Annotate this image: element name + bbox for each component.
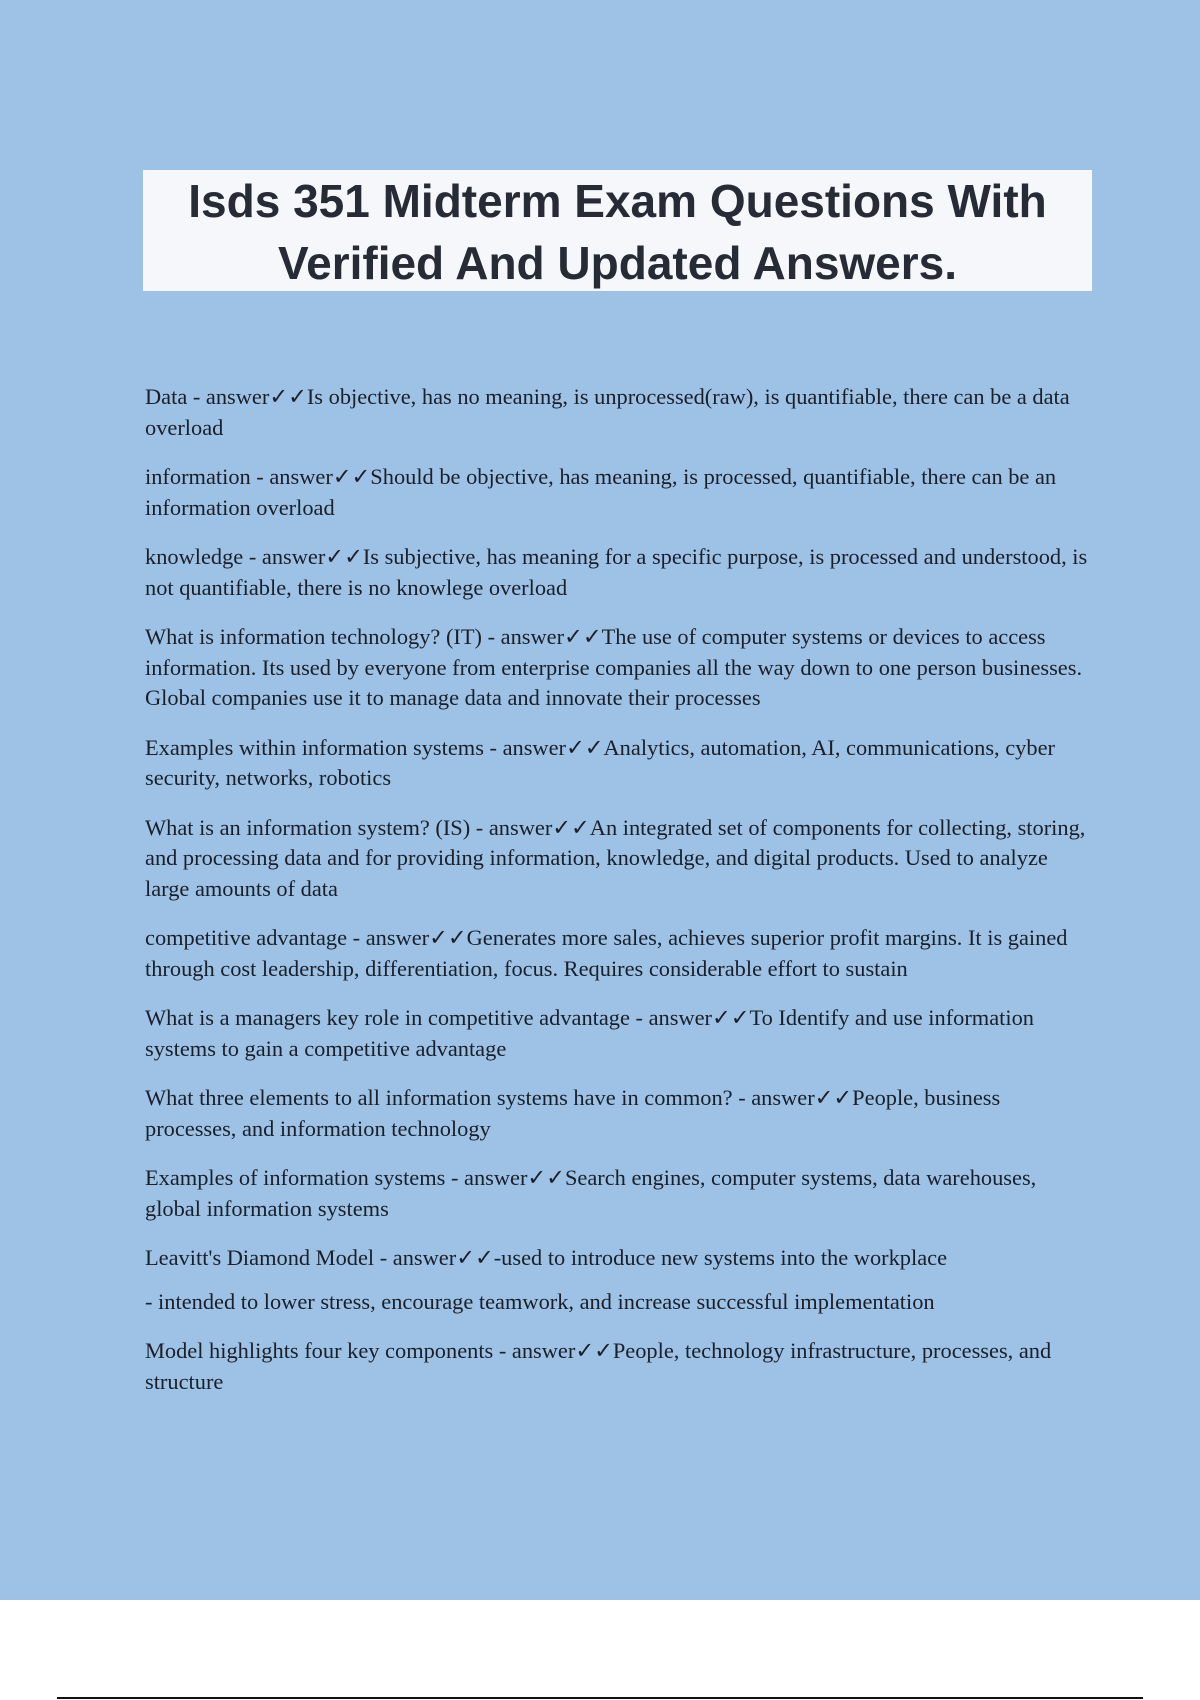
document-title-line-2: Verified And Updated Answers.: [277, 236, 958, 289]
footer-divider: [57, 1697, 1143, 1699]
qa-item-information-system: What is an information system? (IS) - answer✓✓An integrated set of components for collecting, storing, and processing data and for providing information, knowledge, and digital products. Used to analyze large amounts of data: [145, 814, 1086, 901]
qa-item-managers-key-role: What is a managers key role in competitive advantage - answer✓✓To Identify and use information systems to gain a competitive advantage: [145, 1005, 1034, 1061]
document-title-line-1: Isds 351 Midterm Exam Questions With: [188, 174, 1047, 227]
qa-item-examples-of-information-systems: Examples of information systems - answer✓✓Search engines, computer systems, data warehouses, global information systems: [145, 1165, 1037, 1221]
qa-item-competitive-advantage: competitive advantage - answer✓✓Generates more sales, achieves superior profit margins. It is gained through cost leadership, differentiation, focus. Requires considerable effort to sustain: [145, 925, 1068, 981]
qa-item-data: Data - answer✓✓Is objective, has no meaning, is unprocessed(raw), is quantifiable, there can be a data overload: [145, 384, 1070, 440]
qa-item-information-technology: What is information technology? (IT) - answer✓✓The use of computer systems or devices to access information. Its used by everyone from enterprise companies all the way down to one person businesses. Global companies use it to manage data and innovate their processes: [145, 624, 1083, 710]
title-box: [143, 170, 1092, 291]
qa-item-leavitts-continuation: - intended to lower stress, encourage teamwork, and increase successful implementation: [145, 1288, 935, 1314]
qa-item-leavitts-diamond-model: Leavitt's Diamond Model - answer✓✓-used to introduce new systems into the workplace: [145, 1245, 948, 1270]
qa-item-examples-within-information-systems: Examples within information systems - answer✓✓Analytics, automation, AI, communications, cyber security, networks, robotics: [145, 734, 1055, 790]
qa-item-three-elements: What three elements to all information systems have in common? - answer✓✓People, business processes, and information technology: [145, 1085, 1001, 1141]
qa-item-four-key-components: Model highlights four key components - answer✓✓People, technology infrastructure, processes, and structure: [145, 1338, 1052, 1394]
qa-item-knowledge: knowledge - answer✓✓Is subjective, has meaning for a specific purpose, is processed and understood, is not quantifiable, there is no knowlege overload: [145, 544, 1088, 600]
qa-item-information: information - answer✓✓Should be objective, has meaning, is processed, quantifiable, there can be an information overload: [145, 464, 1057, 520]
qa-list: [145, 382, 1090, 1416]
